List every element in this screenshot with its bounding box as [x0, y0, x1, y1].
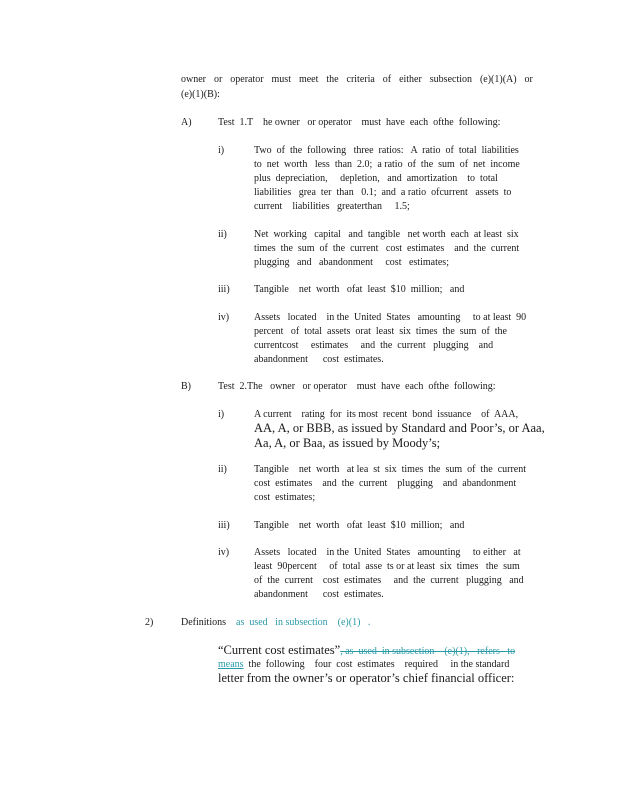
definition-text: the following four cost estimates required in the standard [243, 659, 510, 670]
a-item-4-num: iv) [218, 312, 230, 323]
intro-line-2: (e)(1)(B): [181, 89, 220, 100]
a-item-4-line: abandonment cost estimates. [254, 354, 384, 365]
intro-line-1 [181, 73, 533, 87]
defined-term: “Current cost estimates” [218, 643, 341, 657]
intro-word: (e)(1)(A) [479, 74, 517, 85]
a-item-4-line: Assets located in the United States amounting to at least 90 [254, 312, 527, 323]
a-item-2-num: ii) [218, 229, 227, 240]
b-item-1-line: AA, A, or BBB, as issued by Standard and Poor’s, or Aaa, [254, 421, 545, 435]
inserted-text: means [218, 659, 244, 670]
definition-line-1 [218, 643, 515, 659]
b-item-4-num: iv) [218, 547, 230, 558]
a-item-4-line: currentcost estimates and the current plugging and [254, 340, 494, 351]
b-item-1-line: Aa, A, or Baa, as issued by Moody’s; [254, 436, 441, 450]
a-item-2-line: plugging and abandonment cost estimates; [254, 257, 449, 268]
b-item-3-num: iii) [218, 520, 230, 531]
a-item-2-line: times the sum of the current cost estimates and the current [254, 243, 520, 254]
section-2-label: 2) [145, 617, 154, 628]
b-item-2-num: ii) [218, 464, 227, 475]
b-item-4-line: Assets located in the United States amounting to either at [254, 547, 521, 558]
b-item-2-line: Tangible net worth at lea st six times the sum of the current [254, 464, 527, 475]
definition-line-2 [218, 658, 509, 672]
intro-word: or [213, 74, 223, 85]
deleted-text: , as used in subsection (e)(1), refers to [340, 646, 516, 657]
intro-word: the [326, 74, 339, 85]
inserted-text: as used in subsection (e)(1) . [236, 617, 371, 628]
section-2-heading [181, 616, 370, 630]
intro-word: of [382, 74, 392, 85]
a-item-1-num: i) [218, 145, 225, 156]
a-item-1-line: liabilities grea ter than 0.1; and a ratio ofcurrent assets to [254, 187, 512, 198]
intro-word: or [524, 74, 533, 85]
b-item-2-line: cost estimates; [254, 492, 316, 503]
intro-word: operator [230, 74, 264, 85]
a-item-3-line: Tangible net worth ofat least $10 million; and [254, 284, 465, 295]
b-item-4-line: least 90percent of total asse ts or at least six times the sum [254, 561, 520, 572]
b-item-4-line: abandonment cost estimates. [254, 589, 384, 600]
intro-word: either [399, 74, 422, 85]
section-a-heading: Test 1.T he owner or operator must have each ofthe following: [218, 117, 501, 128]
b-item-2-line: cost estimates and the current plugging and abandonment [254, 478, 517, 489]
a-item-4-line: percent of total assets orat least six times the sum of the [254, 326, 507, 337]
definition-line-3: letter from the owner’s or operator’s chief financial officer: [218, 671, 515, 685]
a-item-3-num: iii) [218, 284, 230, 295]
definitions-heading: Definitions [181, 617, 226, 628]
section-a-label: A) [181, 117, 192, 128]
intro-word: criteria [346, 74, 375, 85]
b-item-4-line: of the current cost estimates and the current plugging and [254, 575, 524, 586]
b-item-3-line: Tangible net worth ofat least $10 million; and [254, 520, 465, 531]
section-b-heading: Test 2.The owner or operator must have each ofthe following: [218, 381, 496, 392]
a-item-1-line: plus depreciation, depletion, and amortization to total [254, 173, 498, 184]
b-item-1-line: A current rating for its most recent bond issuance of AAA, [254, 409, 519, 420]
a-item-2-line: Net working capital and tangible net worth each at least six [254, 229, 519, 240]
intro-word: must [271, 74, 291, 85]
intro-word: owner [181, 74, 206, 85]
a-item-1-line: current liabilities greaterthan 1.5; [254, 201, 410, 212]
intro-word: meet [298, 74, 319, 85]
a-item-1-line: to net worth less than 2.0; a ratio of the sum of net income [254, 159, 520, 170]
intro-word: subsection [429, 74, 472, 85]
section-b-label: B) [181, 381, 191, 392]
a-item-1-line: Two of the following three ratios: A ratio of total liabilities [254, 145, 519, 156]
b-item-1-num: i) [218, 409, 225, 420]
